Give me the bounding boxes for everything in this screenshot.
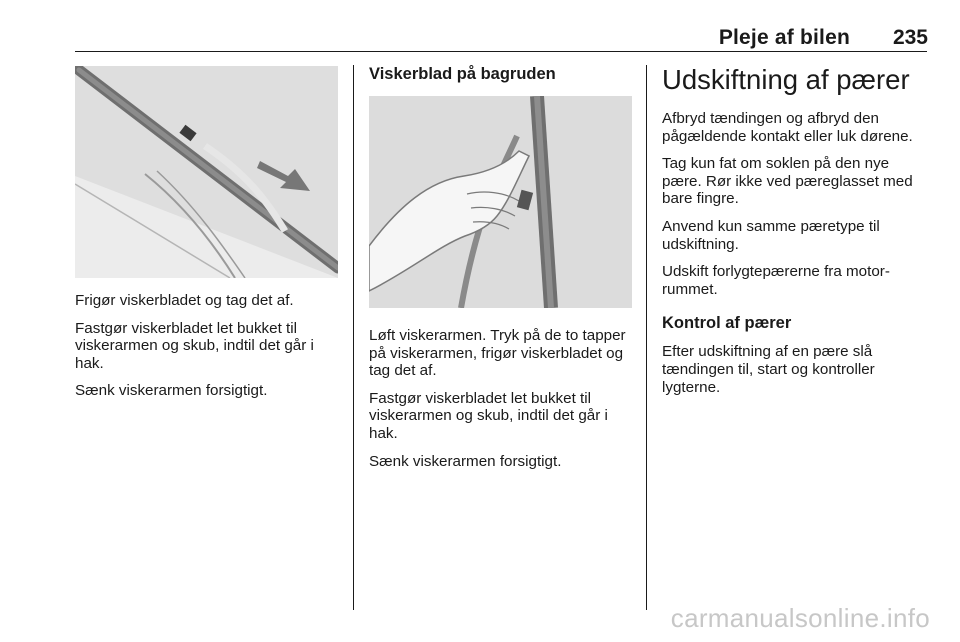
section-title: Pleje af bilen bbox=[718, 26, 850, 49]
paragraph: Sænk viskerarmen forsigtigt. bbox=[75, 382, 268, 400]
watermark: carmanualsonline.info bbox=[670, 603, 930, 633]
paragraph: Afbryd tændingen og afbryd den pågældende kontakt eller luk dørene. bbox=[662, 110, 913, 145]
header-rule bbox=[75, 51, 927, 52]
wiper-blade-drawing bbox=[75, 66, 338, 278]
column-divider-2 bbox=[646, 65, 647, 610]
column-2-text bbox=[369, 327, 637, 480]
column-divider-1 bbox=[353, 65, 354, 610]
column-3 bbox=[662, 64, 932, 406]
rear-wiper-illustration bbox=[369, 96, 632, 308]
paragraph: Efter udskiftning af en pære slå tændingen til, start og kontroller lygterne. bbox=[662, 343, 875, 396]
column-2-heading-block bbox=[369, 65, 634, 84]
bulb-replacement-heading: Udskiftning af pærer bbox=[662, 64, 910, 95]
paragraph: Tag kun fat om soklen på den nye pære. Rør ikke ved pæreglasset med bare fingre. bbox=[662, 155, 913, 208]
rear-wiper-heading: Viskerblad på bagruden bbox=[369, 65, 556, 83]
paragraph: Frigør viskerbladet og tag det af. bbox=[75, 292, 294, 309]
page-number: 235 bbox=[892, 26, 928, 49]
paragraph: Fastgør viskerbladet let bukket til viskerarmen og skub, indtil det går i hak. bbox=[369, 389, 608, 442]
paragraph: Fastgør viskerbladet let bukket til viskerarmen og skub, indtil det går i hak. bbox=[75, 319, 314, 372]
paragraph: Løft viskerarmen. Tryk på de to tapper på viskerarmen, frigør viskerbladet og tag det af. bbox=[369, 327, 626, 380]
wiper-blade-illustration bbox=[75, 66, 338, 278]
bulb-check-heading: Kontrol af pærer bbox=[662, 314, 792, 333]
paragraph: Anvend kun samme pæretype til udskiftning. bbox=[662, 217, 880, 253]
paragraph: Udskift forlygtepærerne fra motorrummet. bbox=[662, 263, 890, 298]
rear-wiper-drawing bbox=[369, 96, 632, 308]
column-1-text bbox=[75, 292, 343, 410]
paragraph: Sænk viskerarmen forsigtigt. bbox=[369, 452, 562, 470]
